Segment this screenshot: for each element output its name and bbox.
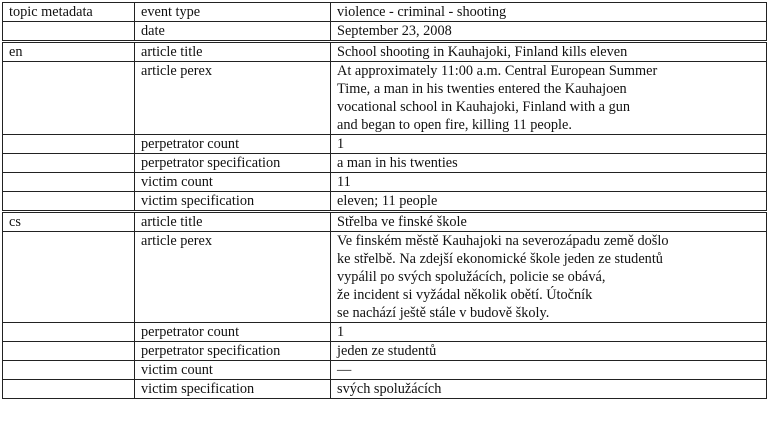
field-value: — bbox=[331, 361, 767, 380]
empty-cell bbox=[3, 380, 135, 399]
field-name: article title bbox=[135, 212, 331, 232]
empty-cell bbox=[3, 342, 135, 361]
empty-cell bbox=[3, 62, 135, 135]
perex-line: Ve finském městě Kauhajoki na severozápadu země došlo bbox=[337, 233, 669, 249]
empty-cell bbox=[3, 154, 135, 173]
table-row bbox=[3, 192, 767, 212]
field-value: violence - criminal - shooting bbox=[331, 3, 767, 22]
empty-cell bbox=[3, 323, 135, 342]
field-name: event type bbox=[135, 3, 331, 22]
empty-cell bbox=[3, 135, 135, 154]
empty-cell bbox=[3, 361, 135, 380]
perex-text bbox=[331, 232, 767, 323]
empty-cell bbox=[3, 232, 135, 323]
perex-line: ke střelbě. Na zdejší ekonomické škole jeden ze studentů bbox=[337, 251, 663, 267]
field-name: perpetrator specification bbox=[135, 342, 331, 361]
field-name: article perex bbox=[135, 232, 331, 323]
field-value: 1 bbox=[331, 323, 767, 342]
perex-line: že incident si vyžádal několik obětí. Útočník bbox=[337, 287, 593, 303]
empty-cell bbox=[3, 173, 135, 192]
field-name: perpetrator count bbox=[135, 135, 331, 154]
table-row bbox=[3, 3, 767, 22]
table-row bbox=[3, 62, 767, 135]
metadata-table bbox=[2, 2, 767, 399]
perex-line: Time, a man in his twenties entered the Kauhajoen bbox=[337, 81, 627, 97]
table-row bbox=[3, 380, 767, 399]
field-name: victim count bbox=[135, 361, 331, 380]
perex-line: se nachází ještě stále v budově školy. bbox=[337, 305, 550, 321]
field-value: eleven; 11 people bbox=[331, 192, 767, 212]
field-value: September 23, 2008 bbox=[331, 22, 767, 42]
table-row bbox=[3, 135, 767, 154]
section-label-en: en bbox=[3, 42, 135, 62]
empty-cell bbox=[3, 192, 135, 212]
table-row bbox=[3, 173, 767, 192]
field-value: 11 bbox=[331, 173, 767, 192]
table-row bbox=[3, 42, 767, 62]
field-value: 1 bbox=[331, 135, 767, 154]
empty-cell bbox=[3, 22, 135, 42]
field-name: victim count bbox=[135, 173, 331, 192]
table-row bbox=[3, 361, 767, 380]
perex-text bbox=[331, 62, 767, 135]
perex-line: At approximately 11:00 a.m. Central European Summer bbox=[337, 63, 658, 79]
table-row bbox=[3, 212, 767, 232]
field-name: perpetrator specification bbox=[135, 154, 331, 173]
table-row bbox=[3, 154, 767, 173]
table-row bbox=[3, 342, 767, 361]
field-value: svých spolužácích bbox=[331, 380, 767, 399]
field-value: jeden ze studentů bbox=[331, 342, 767, 361]
field-name: perpetrator count bbox=[135, 323, 331, 342]
section-label-cs: cs bbox=[3, 212, 135, 232]
field-name: victim specification bbox=[135, 380, 331, 399]
field-name: article perex bbox=[135, 62, 331, 135]
field-name: victim specification bbox=[135, 192, 331, 212]
field-name: date bbox=[135, 22, 331, 42]
table-row bbox=[3, 232, 767, 323]
section-label-topic: topic metadata bbox=[3, 3, 135, 22]
perex-line: and began to open fire, killing 11 people. bbox=[337, 117, 572, 133]
field-value: School shooting in Kauhajoki, Finland kills eleven bbox=[331, 42, 767, 62]
field-value: a man in his twenties bbox=[331, 154, 767, 173]
field-value: Střelba ve finské škole bbox=[331, 212, 767, 232]
perex-line: vypálil po svých spolužácích, policie se obává, bbox=[337, 269, 606, 285]
table-row bbox=[3, 22, 767, 42]
perex-line: vocational school in Kauhajoki, Finland with a gun bbox=[337, 99, 631, 115]
table-row bbox=[3, 323, 767, 342]
field-name: article title bbox=[135, 42, 331, 62]
